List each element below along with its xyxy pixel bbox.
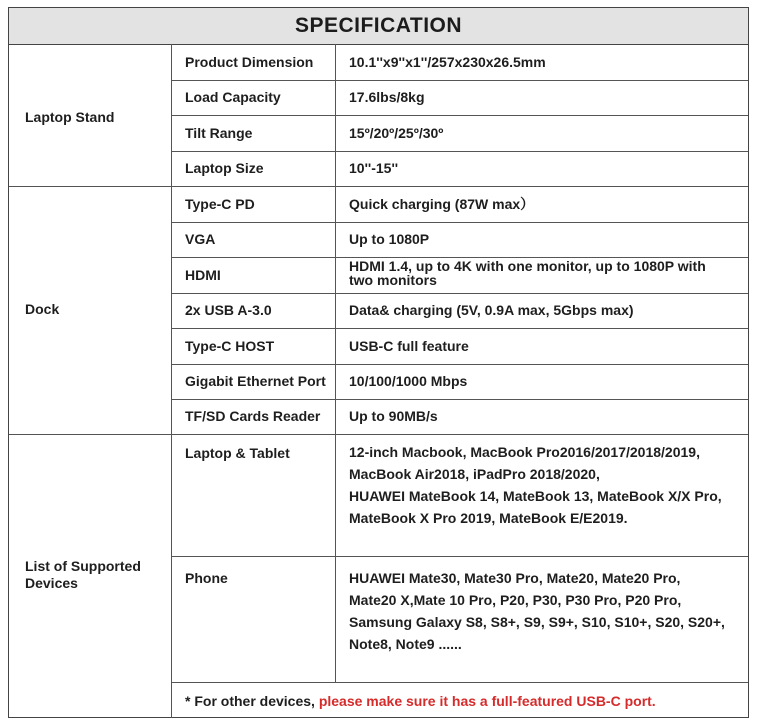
row-value: USB-C full feature [349,337,469,354]
group-divider [9,434,748,435]
row-value: Quick charging (87W max） [349,195,535,212]
row-value: Up to 90MB/s [349,408,438,424]
phone-line: HUAWEI Mate30, Mate30 Pro, Mate20, Mate20 Pro, [349,570,681,586]
row-value: 10/100/1000 Mbps [349,373,468,389]
row-value: 10''-15'' [349,160,399,176]
row-label: Type-C HOST [185,337,275,354]
row-label: Laptop Size [185,160,264,176]
laptop-line: HUAWEI MateBook 14, MateBook 13, MateBook X/X Pro, [349,488,722,504]
row-label: 2x USB A-3.0 [185,302,272,318]
row-value: 10.1''x9''x1''/257x230x26.5mm [349,53,546,70]
phone-line: Mate20 X,Mate 10 Pro, P20, P30, P30 Pro, P20 Pro, [349,592,682,608]
row-label: Product Dimension [185,53,314,70]
row-value: 17.6lbs/8kg [349,89,425,105]
row-divider [171,556,748,557]
footnote [185,693,656,710]
phone-line: Note8, Note9 ...... [349,636,462,652]
row-value: 15º/20º/25º/30º [349,124,444,141]
row-label: Gigabit Ethernet Port [185,373,326,389]
footnote-highlight: please make sure it has a full-featured USB-C port. [318,693,656,709]
laptop-tablet-list [349,441,722,529]
row-label: Type-C PD [185,195,255,212]
row-label: Tilt Range [185,124,253,141]
row-label: TF/SD Cards Reader [185,408,321,424]
row-value: Data& charging (5V, 0.9A max, 5Gbps max) [349,302,634,318]
phone-line: Samsung Galaxy S8, S8+, S9, S9+, S10, S10+, S20, S20+, [349,614,725,630]
spec-table [8,7,749,718]
phone-label: Phone [185,570,228,586]
laptop-line: MacBook Air2018, iPadPro 2018/2020, [349,466,600,482]
group-dock: Dock [25,301,60,317]
group-laptop-stand: Laptop Stand [25,109,115,125]
row-value: HDMI 1.4, up to 4K with one monitor, up to 1080P with two monitors [349,258,706,288]
row-label: HDMI [185,266,221,283]
col-divider-2 [335,44,336,682]
footnote-prefix: * For other devices, [185,693,319,709]
row-value: Up to 1080P [349,231,430,247]
spec-title: SPECIFICATION [9,8,748,45]
phone-list [349,567,725,655]
laptop-line: MateBook X Pro 2019, MateBook E/E2019. [349,510,628,526]
laptop-line: 12-inch Macbook, MacBook Pro2016/2017/2018/2019, [349,444,700,460]
row-label: VGA [185,231,216,247]
row-divider [171,115,748,116]
row-divider [171,222,748,223]
group-supported-devices: List of Supported Devices [25,558,141,591]
row-label: Load Capacity [185,89,281,105]
laptop-tablet-label: Laptop & Tablet [185,445,290,461]
row-divider [171,682,748,683]
col-divider-1 [171,44,172,718]
